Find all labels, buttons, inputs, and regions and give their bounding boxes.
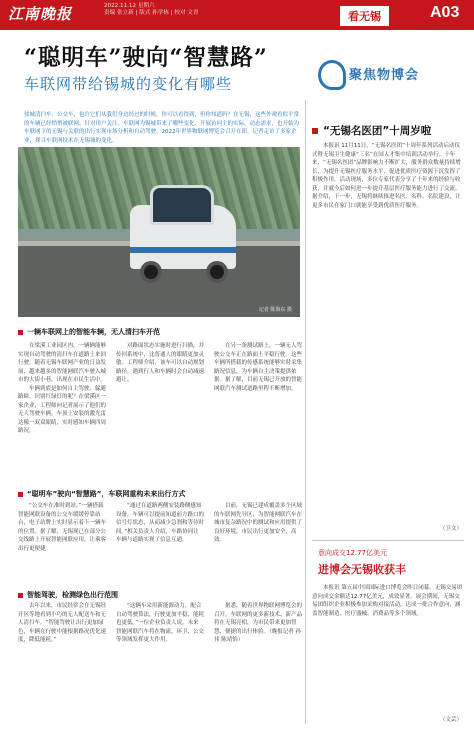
section2-column-2: [116, 502, 204, 590]
section1-columns: [18, 342, 304, 485]
sidebar-article1-body: 本报讯 11月11日，“无锡名医团”十周年系列活动启动仪式暨无锡卫生健康“三名”在国人才集中培训活动举行。十年来，“无锡名医团”品牌影响力不断扩大，服务群众数量持续增长，为提升无锡医疗服务水平、促进优质医疗资源下沉发挥了积极作用。活动现场，多位专家代表分享了十年来的经验与收获，并就今后如何进一步提升基层医疗服务能力进行了交流。据介绍，下一步，无锡将继续推进名医、名科、名院建设，让更多市民在家门口就能享受到优质医疗服务。: [312, 143, 461, 209]
main-subheadline: 车联网带给锡城的变化有哪些: [24, 75, 233, 93]
section2-column-1: [18, 502, 106, 590]
expo-logo: [318, 60, 468, 96]
article-paragraph: “公交车在准时到站。”一辆搭载智能网联设备的公交车缓缓停靠站台，电子站牌上实时显示着下一辆车的位置。据了解，无锡现已在部分公交线路上开展智能网联应用，让乘客出行更便捷。: [18, 503, 106, 552]
issue-info: [104, 3, 199, 17]
photo-caption-text: 一辆车联网上的智能车辆，无人清扫车开范: [27, 328, 160, 336]
sweeper-truck-stripe: [130, 247, 236, 253]
issue-weekday: 星期六: [137, 3, 155, 9]
header-bar: [0, 0, 474, 30]
article-paragraph: 车辆到底是如何自主驾驶、躲避路障、识别红绿灯的呢？在梁溪区一家企业，工程师向记者展示了他们的无人驾驶车辆。车顶上安装的激光雷达像一双双眼睛，实时感知车辆四周路况。: [18, 385, 106, 434]
bullet-square-icon: [312, 128, 318, 134]
section3-column-3: [214, 602, 302, 725]
sidebar-article2-byline: （文芸）: [440, 717, 463, 723]
section2-columns: [18, 502, 304, 590]
sidebar-divider: [312, 540, 464, 541]
photo-caption: [18, 327, 160, 337]
sidebar-article1-title-text: “无锡名医团”十周岁啦: [323, 125, 432, 137]
staff-line-1: 责编 张立新 | 版式 孙学栋: [104, 10, 169, 17]
article-paragraph: 去年以来，市民经常会在无锡经开区等地看到小巧的无人配送车和无人清扫车。“智能驾驶让出行更加绿色，车辆在行驶中能根据路况优化速度，降低能耗。”: [18, 603, 106, 643]
section-label: 看无锡: [340, 6, 389, 26]
bullet-square-icon: [18, 492, 23, 497]
column-divider: [305, 100, 306, 724]
sidebar-article2-body: 本报讯 第五届中国国际进口博览会昨日闭幕。无锡交易团意向成交金额达12.77亿美元，成效显著。展会期间，无锡交易团组织企业积极参加采购对接活动，达成一批合作意向，涵盖智能制造、医疗器械、消费品等多个领域。: [312, 585, 463, 617]
truck-wheel: [140, 261, 162, 283]
article-paragraph: 据悉，随着世界物联网博览会的召开，车联网的更多新技术、新产品将在无锡亮相，为市民带来更加智慧、便捷的出行体验。（晚报记者 孙伟 陈靖怡）: [214, 603, 302, 643]
article-paragraph: 在梁溪工业园区内，一辆辆能够实现自动驾驶的清扫车在道路上来回行驶。随着无锡车联网产业的日益发展，越来越多的智能网联汽车驶入城市的大街小巷，出现在市民生活中。: [18, 343, 106, 383]
article-photo: [18, 147, 300, 317]
truck-wheel: [206, 261, 228, 283]
section2-column-3: [214, 502, 302, 590]
issue-date: 2022.11.12: [104, 3, 137, 9]
sidebar-article2-title: 进博会无锡收获丰: [318, 563, 406, 576]
sweeper-truck-cab: [150, 185, 214, 225]
photo-credit: 记者 陈海东 摄: [258, 307, 292, 313]
section2-title-text: “聪明车”驶向“智慧路”，车联网重构未来出行方式: [27, 490, 186, 498]
article-paragraph: “通过在道路两侧安装路侧感知设备，车辆可以提前知道前方路口的信号灯状态，从而减少急刹和等待时间。”相关负责人介绍，车路协同让车辆与道路实现了信息互通。: [116, 503, 204, 543]
section3-column-2: [116, 602, 204, 725]
page-number: A03: [430, 4, 460, 21]
sidebar-article1-byline: （卫文）: [440, 526, 463, 532]
article-lead: 盐城清扫车、公交车，也许它们从我们身边经过的时候，你可以看得到，但你知道吗？在无锡，这些外观看似平常的车辆已经悄悄被联网。针对用户关注、车联网为锡城带来了哪些变化、开展访问主的实际、动态需求，也开始为车联网下的无锡与关联的出行实现市场分析和自动驾驶。2022年世界物联网博览会召开在即，记者走访了多家企业，探寻车联网技术在无锡城的变化。: [24, 112, 300, 144]
section1-column-1: [18, 342, 106, 485]
section1-column-2: [116, 342, 204, 485]
masthead-logo: 江南晚报: [8, 5, 73, 23]
section3-column-1: [18, 602, 106, 725]
article-paragraph: 对路面状态实施时进行扫描，并传回系统中，比普通人的眼睛更加灵敏。工程师介绍，该车可以自动规划路径，遇到行人和车辆时会自动减速避让。: [116, 343, 204, 383]
section1-column-3: [214, 342, 302, 485]
article-paragraph: 在另一条测试路上，一辆无人驾驶公交车正在路面上平稳行驶。这些车辆所搭载的传感系统能够实时采集路况信息，为车辆自主决策提供依据。据了解，目前无锡已开放的智能网联汽车测试道路里程不断增加。: [214, 343, 302, 392]
section3-title-text: 智能驾驶，检测绿色出行范围: [27, 591, 118, 599]
staff-line-2: | 校对 文青: [170, 10, 199, 17]
section2-title: [18, 489, 185, 499]
expo-logo-icon: [318, 60, 346, 90]
sidebar-article1-title: [312, 123, 464, 138]
section3-title: [18, 590, 118, 600]
sidebar-article2-kicker: 意向成交12.77亿美元: [318, 549, 388, 557]
article-paragraph: 目前，无锡已建成覆盖多个区域的车联网先导区，为智能网联汽车在城市复杂路况中的测试和应用提供了良好环境，市民出行更加安全、高效。: [214, 503, 302, 543]
bullet-square-icon: [18, 330, 23, 335]
article-paragraph: “这辆车采用新能源动力，配合自动驾驶算法，行驶更加平稳，能耗也更低。”一位企业负责人说，未来智能网联汽车将在物流、环卫、公交等领域发挥更大作用。: [116, 603, 204, 643]
main-headline: “聪明车”驶向“智慧路”: [24, 45, 268, 71]
section3-columns: [18, 602, 304, 725]
expo-logo-text: 聚焦物博会: [349, 68, 420, 83]
bullet-square-icon: [18, 593, 23, 598]
